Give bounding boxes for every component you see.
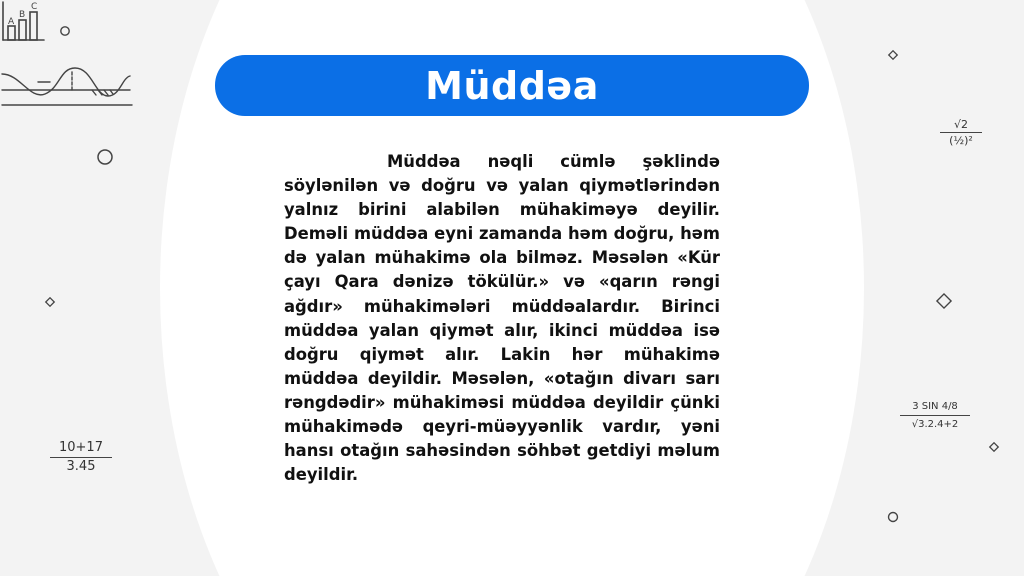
sqrt-top: √2	[953, 118, 968, 131]
title-banner	[215, 55, 809, 116]
slide-title: Müddəa	[425, 63, 599, 108]
sin-formula	[898, 400, 972, 431]
circle-icon	[886, 510, 900, 524]
sin-formula-bottom: √3.2.4+2	[911, 419, 959, 430]
abc-letter-b: B	[19, 10, 26, 20]
fraction-formula	[46, 440, 116, 475]
wave-graph-icon	[0, 60, 134, 110]
circle-icon	[59, 25, 71, 37]
circle-icon	[96, 148, 114, 166]
abc-letter-a: A	[8, 17, 15, 27]
sin-formula-top: 3 SIN 4/8	[912, 401, 958, 412]
abc-letter-c: C	[31, 2, 38, 12]
sqrt-formula	[938, 118, 984, 148]
sqrt-bottom: (½)²	[949, 134, 973, 147]
abc-chart-icon	[0, 0, 46, 44]
diamond-icon	[934, 291, 954, 311]
fraction-numerator: 10+17	[59, 440, 103, 455]
diamond-icon	[887, 49, 899, 61]
fraction-denominator: 3.45	[66, 459, 96, 474]
diamond-icon	[44, 296, 56, 308]
body-paragraph: Müddəa nəqli cümlə şəklində söylənilən və doğru və yalan qiymətlərindən yalnız birini alabilən mühakiməyə deyilir. Deməli müddəa eyni zamanda həm doğru, həm də yalan mühakimə ola bilməz. Məsələn «Kür çayı Qara dənizə tökülür.» və «qarın rəngi ağdır» mühakimələri müddəalardır. Birinci müddəa yalan qiymət alır, ikinci müddəa isə doğru qiymət alır. Lakin hər mühakimə müddəa deyildir. Məsələn, «otağın divarı sarı rəngdədir» mühakiməsi müddəa deyildir çünki mühakimədə qeyri-müəyyənlik vardır, yəni hansı otağın sahəsindən söhbət getdiyi məlum deyildir.	[284, 152, 720, 485]
diamond-icon	[988, 441, 1000, 453]
